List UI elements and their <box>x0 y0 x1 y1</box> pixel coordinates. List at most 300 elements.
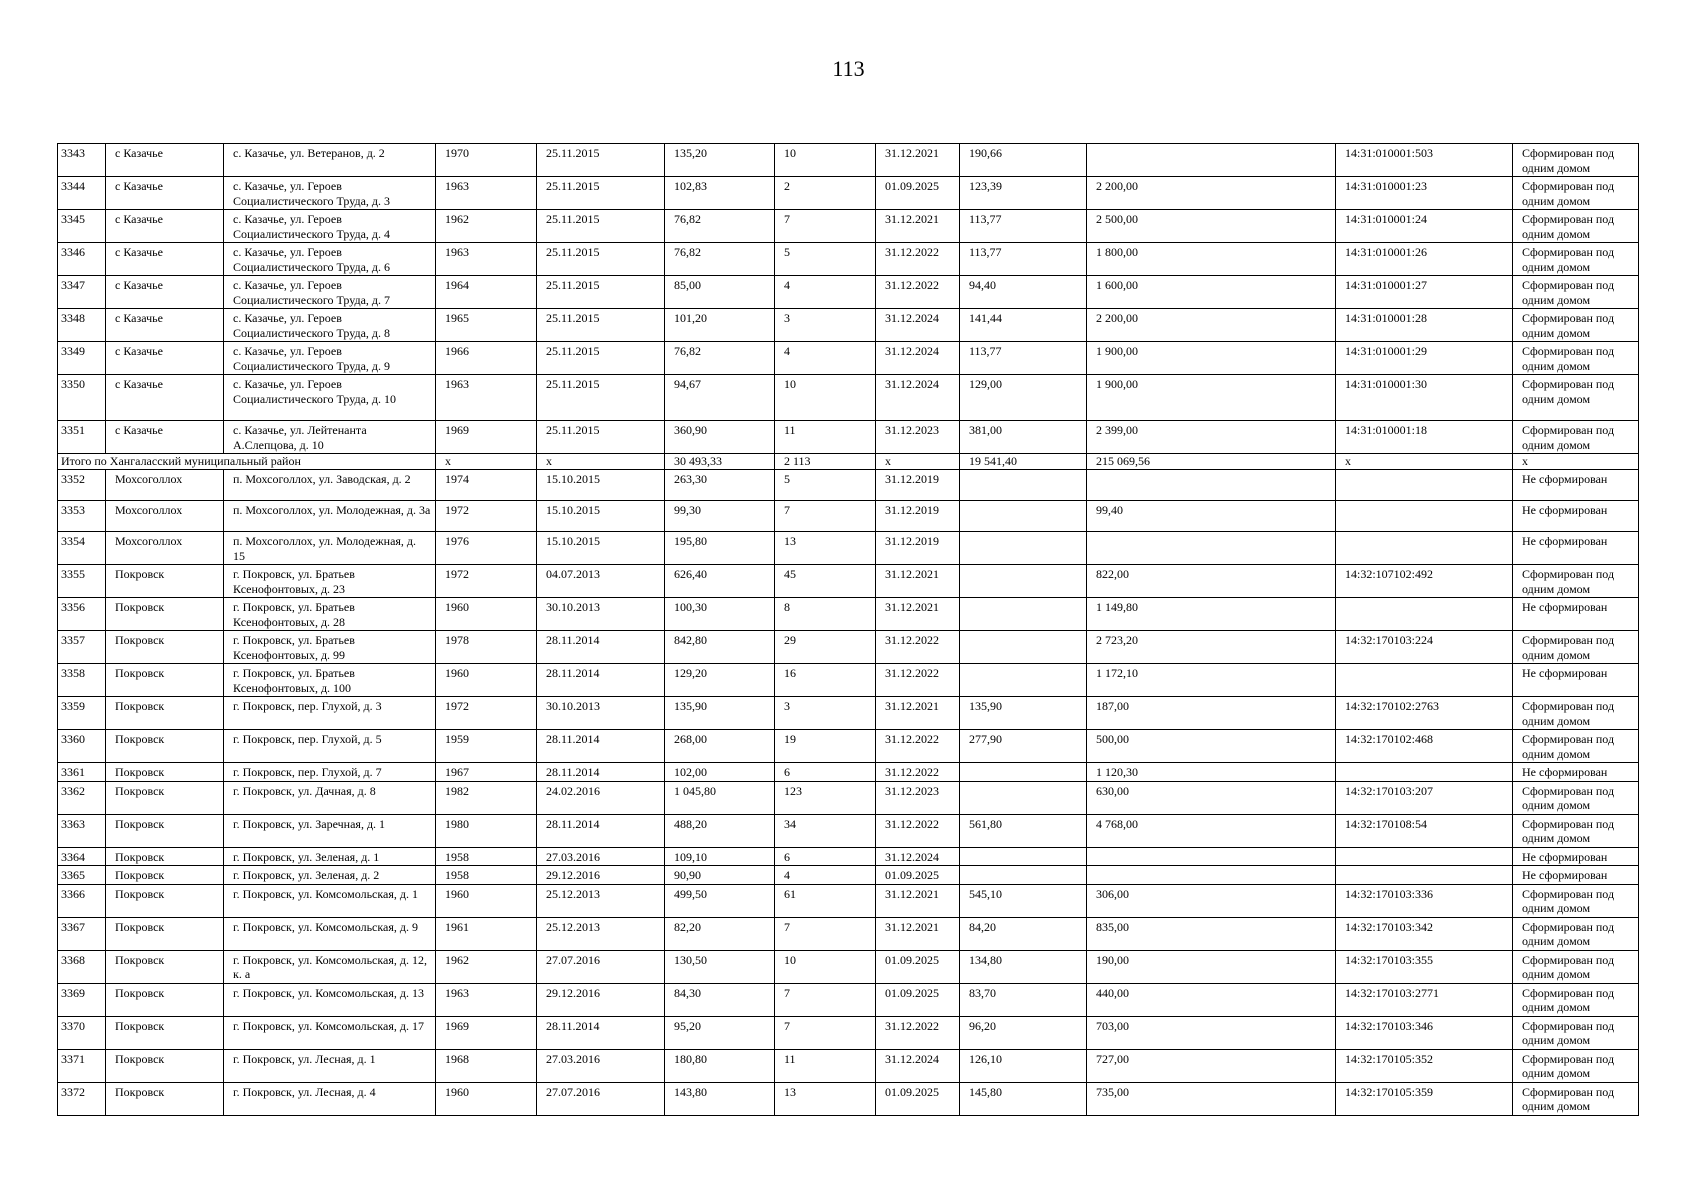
table-cell: 28.11.2014 <box>537 631 665 664</box>
table-cell: 7 <box>775 917 876 950</box>
table-cell: 1966 <box>436 342 537 375</box>
table-cell: 3 <box>775 697 876 730</box>
table-cell: 135,90 <box>665 697 775 730</box>
table-row <box>58 781 1639 814</box>
table-cell: Сформирован под одним домом <box>1513 1016 1639 1049</box>
table-cell: 13 <box>775 532 876 565</box>
table-cell: 1 120,30 <box>1087 763 1336 782</box>
table-cell: с Казачье <box>106 276 224 309</box>
table-cell: Покровск <box>106 664 224 697</box>
total-cell: x <box>1513 454 1639 470</box>
table-cell: 2 200,00 <box>1087 309 1336 342</box>
total-row <box>58 454 1639 470</box>
table-cell: 14:32:170103:336 <box>1336 884 1513 917</box>
table-row <box>58 342 1639 375</box>
table-cell: 6 <box>775 763 876 782</box>
table-cell: 1 045,80 <box>665 781 775 814</box>
table-cell: 25.11.2015 <box>537 375 665 421</box>
table-cell: 822,00 <box>1087 565 1336 598</box>
table-cell: 3354 <box>58 532 106 565</box>
table-body-kazachye <box>58 144 1639 454</box>
table-cell: 14:32:107102:492 <box>1336 565 1513 598</box>
table-cell <box>1087 470 1336 501</box>
table-cell: 31.12.2019 <box>876 470 960 501</box>
table-cell: 31.12.2022 <box>876 1016 960 1049</box>
table-cell: 1963 <box>436 177 537 210</box>
table-row <box>58 243 1639 276</box>
table-cell: 25.11.2015 <box>537 210 665 243</box>
table-cell: г. Покровск, ул. Зеленая, д. 2 <box>224 866 436 885</box>
table-cell: с. Казачье, ул. Героев Социалистического Труда, д. 4 <box>224 210 436 243</box>
table-cell: 10 <box>775 375 876 421</box>
table-cell: 82,20 <box>665 917 775 950</box>
table-row <box>58 950 1639 983</box>
table-cell <box>960 631 1087 664</box>
table-cell: Не сформирован <box>1513 598 1639 631</box>
table-cell <box>1336 532 1513 565</box>
table-cell: 3343 <box>58 144 106 177</box>
table-cell: 3369 <box>58 983 106 1016</box>
table-cell: Покровск <box>106 565 224 598</box>
table-cell: 3364 <box>58 847 106 866</box>
table-cell: Сформирован под одним домом <box>1513 631 1639 664</box>
table-cell: с Казачье <box>106 144 224 177</box>
table-cell: 25.11.2015 <box>537 276 665 309</box>
table-cell: 195,80 <box>665 532 775 565</box>
table-cell: 1967 <box>436 763 537 782</box>
table-cell: 7 <box>775 501 876 532</box>
table-cell: Покровск <box>106 1016 224 1049</box>
table-cell <box>960 664 1087 697</box>
table-cell: Сформирован под одним домом <box>1513 781 1639 814</box>
table-cell: г. Покровск, ул. Братьев Ксенофонтовых, д. 100 <box>224 664 436 697</box>
table-cell: Покровск <box>106 631 224 664</box>
table-cell: 3362 <box>58 781 106 814</box>
table-cell: 61 <box>775 884 876 917</box>
table-row <box>58 847 1639 866</box>
table-cell: Сформирован под одним домом <box>1513 276 1639 309</box>
table-cell: 25.11.2015 <box>537 243 665 276</box>
total-cell: 215 069,56 <box>1087 454 1336 470</box>
total-cell: 30 493,33 <box>665 454 775 470</box>
table-cell: 10 <box>775 950 876 983</box>
table-cell: 3366 <box>58 884 106 917</box>
table-cell: п. Мохсоголлох, ул. Молодежная, д. 15 <box>224 532 436 565</box>
table-cell: 31.12.2021 <box>876 598 960 631</box>
table-cell: 263,30 <box>665 470 775 501</box>
table-cell: 3365 <box>58 866 106 885</box>
registry-table <box>57 143 1639 1116</box>
table-cell: 14:32:170103:342 <box>1336 917 1513 950</box>
table-cell: 1958 <box>436 866 537 885</box>
table-cell: Сформирован под одним домом <box>1513 1049 1639 1082</box>
table-cell <box>960 532 1087 565</box>
table-cell: с. Казачье, ул. Героев Социалистического Труда, д. 6 <box>224 243 436 276</box>
table-cell: 76,82 <box>665 342 775 375</box>
table-cell: 30.10.2013 <box>537 598 665 631</box>
table-cell: г. Покровск, ул. Заречная, д. 1 <box>224 814 436 847</box>
table-cell: 14:31:010001:27 <box>1336 276 1513 309</box>
table-cell: с. Казачье, ул. Лейтенанта А.Слепцова, д. 10 <box>224 421 436 454</box>
table-cell: 3350 <box>58 375 106 421</box>
table-cell: 14:31:010001:24 <box>1336 210 1513 243</box>
table-cell: 3353 <box>58 501 106 532</box>
table-row <box>58 565 1639 598</box>
total-cell: x <box>1336 454 1513 470</box>
table-cell: Покровск <box>106 983 224 1016</box>
table-row <box>58 983 1639 1016</box>
table-cell: 01.09.2025 <box>876 866 960 885</box>
table-cell: 14:32:170103:224 <box>1336 631 1513 664</box>
table-cell: 3367 <box>58 917 106 950</box>
table-cell: 2 723,20 <box>1087 631 1336 664</box>
table-cell: 1976 <box>436 532 537 565</box>
table-cell: 95,20 <box>665 1016 775 1049</box>
table-cell: 1968 <box>436 1049 537 1082</box>
table-cell: г. Покровск, ул. Зеленая, д. 1 <box>224 847 436 866</box>
table-cell: 31.12.2022 <box>876 664 960 697</box>
table-cell: 94,40 <box>960 276 1087 309</box>
table-row <box>58 814 1639 847</box>
table-cell: 1974 <box>436 470 537 501</box>
table-cell: 29.12.2016 <box>537 983 665 1016</box>
table-cell: 1 900,00 <box>1087 375 1336 421</box>
table-cell: 360,90 <box>665 421 775 454</box>
table-row <box>58 276 1639 309</box>
table-cell: 1982 <box>436 781 537 814</box>
table-cell: г. Покровск, пер. Глухой, д. 7 <box>224 763 436 782</box>
table-row <box>58 631 1639 664</box>
table-cell <box>960 763 1087 782</box>
table-cell: 1 900,00 <box>1087 342 1336 375</box>
table-cell: Не сформирован <box>1513 866 1639 885</box>
table-cell: г. Покровск, ул. Комсомольская, д. 17 <box>224 1016 436 1049</box>
table-cell: 31.12.2021 <box>876 210 960 243</box>
table-row <box>58 309 1639 342</box>
table-cell: 4 768,00 <box>1087 814 1336 847</box>
table-cell: г. Покровск, пер. Глухой, д. 3 <box>224 697 436 730</box>
table-cell: 3352 <box>58 470 106 501</box>
table-cell: Мохсоголлох <box>106 470 224 501</box>
table-cell: 31.12.2022 <box>876 730 960 763</box>
table-cell: п. Мохсоголлох, ул. Молодежная, д. 3а <box>224 501 436 532</box>
table-cell: 76,82 <box>665 243 775 276</box>
table-cell: 31.12.2022 <box>876 243 960 276</box>
table-cell: 27.07.2016 <box>537 1082 665 1115</box>
table-cell: 14:31:010001:18 <box>1336 421 1513 454</box>
table-cell: 143,80 <box>665 1082 775 1115</box>
table-cell: 268,00 <box>665 730 775 763</box>
table-cell: 14:31:010001:29 <box>1336 342 1513 375</box>
table-cell: с. Казачье, ул. Героев Социалистического Труда, д. 10 <box>224 375 436 421</box>
table-cell <box>1087 144 1336 177</box>
table-cell: 499,50 <box>665 884 775 917</box>
table-cell: с Казачье <box>106 210 224 243</box>
table-cell: 14:31:010001:503 <box>1336 144 1513 177</box>
table-cell: 735,00 <box>1087 1082 1336 1115</box>
table-cell: 1 800,00 <box>1087 243 1336 276</box>
table-cell: 3361 <box>58 763 106 782</box>
table-cell: 7 <box>775 1016 876 1049</box>
table-row <box>58 421 1639 454</box>
table-row <box>58 1016 1639 1049</box>
table-cell: 1963 <box>436 243 537 276</box>
table-cell: 31.12.2021 <box>876 917 960 950</box>
table-row <box>58 532 1639 565</box>
table-cell: Покровск <box>106 866 224 885</box>
table-cell: 25.12.2013 <box>537 884 665 917</box>
table-cell: Покровск <box>106 847 224 866</box>
table-cell: 130,50 <box>665 950 775 983</box>
table-cell: 25.11.2015 <box>537 421 665 454</box>
table-cell: Сформирован под одним домом <box>1513 421 1639 454</box>
table-cell <box>1336 847 1513 866</box>
table-cell: 3368 <box>58 950 106 983</box>
table-cell: 27.03.2016 <box>537 847 665 866</box>
table-cell: 14:31:010001:26 <box>1336 243 1513 276</box>
table-cell <box>1336 664 1513 697</box>
table-cell: 28.11.2014 <box>537 814 665 847</box>
table-cell: 6 <box>775 847 876 866</box>
table-cell: 27.03.2016 <box>537 1049 665 1082</box>
table-cell: 381,00 <box>960 421 1087 454</box>
table-cell: 31.12.2022 <box>876 763 960 782</box>
table-row <box>58 501 1639 532</box>
table-cell: г. Покровск, ул. Братьев Ксенофонтовых, д. 99 <box>224 631 436 664</box>
table-cell: 1963 <box>436 983 537 1016</box>
table-cell: 2 500,00 <box>1087 210 1336 243</box>
table-cell: 626,40 <box>665 565 775 598</box>
table-cell: Сформирован под одним домом <box>1513 917 1639 950</box>
total-cell: 19 541,40 <box>960 454 1087 470</box>
table-cell: 1972 <box>436 697 537 730</box>
table-cell: 3356 <box>58 598 106 631</box>
table-cell: 1964 <box>436 276 537 309</box>
table-row <box>58 598 1639 631</box>
table-cell: 5 <box>775 243 876 276</box>
table-cell: 2 399,00 <box>1087 421 1336 454</box>
table-cell: 1969 <box>436 421 537 454</box>
table-cell: 31.12.2021 <box>876 144 960 177</box>
table-cell: 3371 <box>58 1049 106 1082</box>
table-cell: 1960 <box>436 598 537 631</box>
table-cell: 11 <box>775 421 876 454</box>
table-cell: 3360 <box>58 730 106 763</box>
table-cell: Не сформирован <box>1513 763 1639 782</box>
table-cell: 1961 <box>436 917 537 950</box>
table-cell: 1960 <box>436 1082 537 1115</box>
table-cell: 14:31:010001:28 <box>1336 309 1513 342</box>
table-cell: Сформирован под одним домом <box>1513 342 1639 375</box>
table-cell: с Казачье <box>106 309 224 342</box>
table-cell: Сформирован под одним домом <box>1513 814 1639 847</box>
table-cell: 135,20 <box>665 144 775 177</box>
table-cell: 141,44 <box>960 309 1087 342</box>
table-cell: с Казачье <box>106 421 224 454</box>
table-cell: г. Покровск, ул. Дачная, д. 8 <box>224 781 436 814</box>
table-cell: Сформирован под одним домом <box>1513 697 1639 730</box>
table-cell: 126,10 <box>960 1049 1087 1082</box>
table-cell: 28.11.2014 <box>537 1016 665 1049</box>
table-row <box>58 763 1639 782</box>
table-cell: 8 <box>775 598 876 631</box>
table-cell: 1972 <box>436 565 537 598</box>
table-cell: 25.12.2013 <box>537 917 665 950</box>
table-row <box>58 866 1639 885</box>
table-cell: Не сформирован <box>1513 847 1639 866</box>
table-cell: 842,80 <box>665 631 775 664</box>
table-cell: 31.12.2024 <box>876 375 960 421</box>
table-cell: 1958 <box>436 847 537 866</box>
table-cell: 1962 <box>436 210 537 243</box>
table-cell <box>960 501 1087 532</box>
table-cell: Не сформирован <box>1513 532 1639 565</box>
table-cell: 3357 <box>58 631 106 664</box>
table-cell: Сформирован под одним домом <box>1513 177 1639 210</box>
table-cell <box>960 470 1087 501</box>
table-cell: 45 <box>775 565 876 598</box>
table-row <box>58 697 1639 730</box>
table-total <box>58 454 1639 470</box>
table-cell: г. Покровск, ул. Комсомольская, д. 1 <box>224 884 436 917</box>
table-cell: 630,00 <box>1087 781 1336 814</box>
table-cell: 90,90 <box>665 866 775 885</box>
table-cell: с Казачье <box>106 177 224 210</box>
table-cell: 3372 <box>58 1082 106 1115</box>
table-cell: 7 <box>775 983 876 1016</box>
table-row <box>58 1082 1639 1115</box>
table-cell: 1 149,80 <box>1087 598 1336 631</box>
table-cell: 96,20 <box>960 1016 1087 1049</box>
table-cell: Покровск <box>106 763 224 782</box>
table-cell: 30.10.2013 <box>537 697 665 730</box>
table-cell <box>1336 763 1513 782</box>
table-cell: 7 <box>775 210 876 243</box>
table-cell: 76,82 <box>665 210 775 243</box>
table-cell: г. Покровск, ул. Комсомольская, д. 9 <box>224 917 436 950</box>
table-cell: Покровск <box>106 917 224 950</box>
table-cell: 16 <box>775 664 876 697</box>
table-cell: 31.12.2022 <box>876 631 960 664</box>
table-cell: Покровск <box>106 697 224 730</box>
table-cell: 129,20 <box>665 664 775 697</box>
table-cell: с Казачье <box>106 243 224 276</box>
table-cell: 19 <box>775 730 876 763</box>
table-cell: 14:32:170108:54 <box>1336 814 1513 847</box>
table-cell: Покровск <box>106 598 224 631</box>
table-cell: с. Казачье, ул. Героев Социалистического Труда, д. 3 <box>224 177 436 210</box>
table-cell: Сформирован под одним домом <box>1513 309 1639 342</box>
table-cell: 25.11.2015 <box>537 342 665 375</box>
table-cell: 14:32:170103:207 <box>1336 781 1513 814</box>
table-cell: 190,00 <box>1087 950 1336 983</box>
table-cell: п. Мохсоголлох, ул. Заводская, д. 2 <box>224 470 436 501</box>
total-cell: x <box>876 454 960 470</box>
table-cell: с Казачье <box>106 375 224 421</box>
table-cell: 561,80 <box>960 814 1087 847</box>
table-cell: 2 200,00 <box>1087 177 1336 210</box>
table-cell: 835,00 <box>1087 917 1336 950</box>
table-cell: 3349 <box>58 342 106 375</box>
table-cell <box>960 598 1087 631</box>
table-cell: 545,10 <box>960 884 1087 917</box>
table-cell: Покровск <box>106 730 224 763</box>
table-cell: 102,00 <box>665 763 775 782</box>
table-cell: 31.12.2024 <box>876 342 960 375</box>
table-cell: 1969 <box>436 1016 537 1049</box>
table-cell: 4 <box>775 276 876 309</box>
total-label: Итого по Хангаласский муниципальный район <box>58 454 436 470</box>
table-cell: 3358 <box>58 664 106 697</box>
table-cell: 31.12.2024 <box>876 847 960 866</box>
table-cell: г. Покровск, ул. Братьев Ксенофонтовых, д. 28 <box>224 598 436 631</box>
table-cell: 113,77 <box>960 243 1087 276</box>
table-cell: с. Казачье, ул. Героев Социалистического Труда, д. 7 <box>224 276 436 309</box>
table-cell: Не сформирован <box>1513 501 1639 532</box>
table-cell: г. Покровск, ул. Лесная, д. 4 <box>224 1082 436 1115</box>
table-cell: 1960 <box>436 884 537 917</box>
table-cell: 4 <box>775 342 876 375</box>
table-cell: 113,77 <box>960 342 1087 375</box>
table-cell <box>1087 847 1336 866</box>
table-cell: 440,00 <box>1087 983 1336 1016</box>
table-cell: 10 <box>775 144 876 177</box>
table-cell: 1962 <box>436 950 537 983</box>
table-cell: 134,80 <box>960 950 1087 983</box>
table-cell: 703,00 <box>1087 1016 1336 1049</box>
table-cell: Покровск <box>106 814 224 847</box>
table-row <box>58 1049 1639 1082</box>
table-cell: 277,90 <box>960 730 1087 763</box>
table-cell: 3 <box>775 309 876 342</box>
table-cell: Мохсоголлох <box>106 532 224 565</box>
table-cell: 3345 <box>58 210 106 243</box>
table-cell: г. Покровск, ул. Лесная, д. 1 <box>224 1049 436 1082</box>
table-cell: 187,00 <box>1087 697 1336 730</box>
table-cell: 180,80 <box>665 1049 775 1082</box>
table-cell: 31.12.2024 <box>876 1049 960 1082</box>
table-cell: 190,66 <box>960 144 1087 177</box>
table-cell: 04.07.2013 <box>537 565 665 598</box>
table-cell: 3348 <box>58 309 106 342</box>
table-cell: 1980 <box>436 814 537 847</box>
table-cell: г. Покровск, ул. Комсомольская, д. 12, к. а <box>224 950 436 983</box>
table-cell: Сформирован под одним домом <box>1513 243 1639 276</box>
table-cell <box>960 565 1087 598</box>
table-row <box>58 375 1639 421</box>
table-cell: Сформирован под одним домом <box>1513 144 1639 177</box>
table-cell: 11 <box>775 1049 876 1082</box>
table-cell: Сформирован под одним домом <box>1513 730 1639 763</box>
table-cell: 123,39 <box>960 177 1087 210</box>
table-cell: 1 172,10 <box>1087 664 1336 697</box>
table-cell: 84,20 <box>960 917 1087 950</box>
table-cell: 83,70 <box>960 983 1087 1016</box>
table-cell: Сформирован под одним домом <box>1513 1082 1639 1115</box>
table-cell: 15.10.2015 <box>537 501 665 532</box>
table-cell: 101,20 <box>665 309 775 342</box>
table-cell: 31.12.2023 <box>876 421 960 454</box>
table-cell: 29 <box>775 631 876 664</box>
table-cell: 31.12.2019 <box>876 501 960 532</box>
table-cell: 727,00 <box>1087 1049 1336 1082</box>
table-cell: 1963 <box>436 375 537 421</box>
table-cell: 15.10.2015 <box>537 532 665 565</box>
table-cell: 15.10.2015 <box>537 470 665 501</box>
table-row <box>58 470 1639 501</box>
table-cell: с Казачье <box>106 342 224 375</box>
table-cell: 25.11.2015 <box>537 177 665 210</box>
